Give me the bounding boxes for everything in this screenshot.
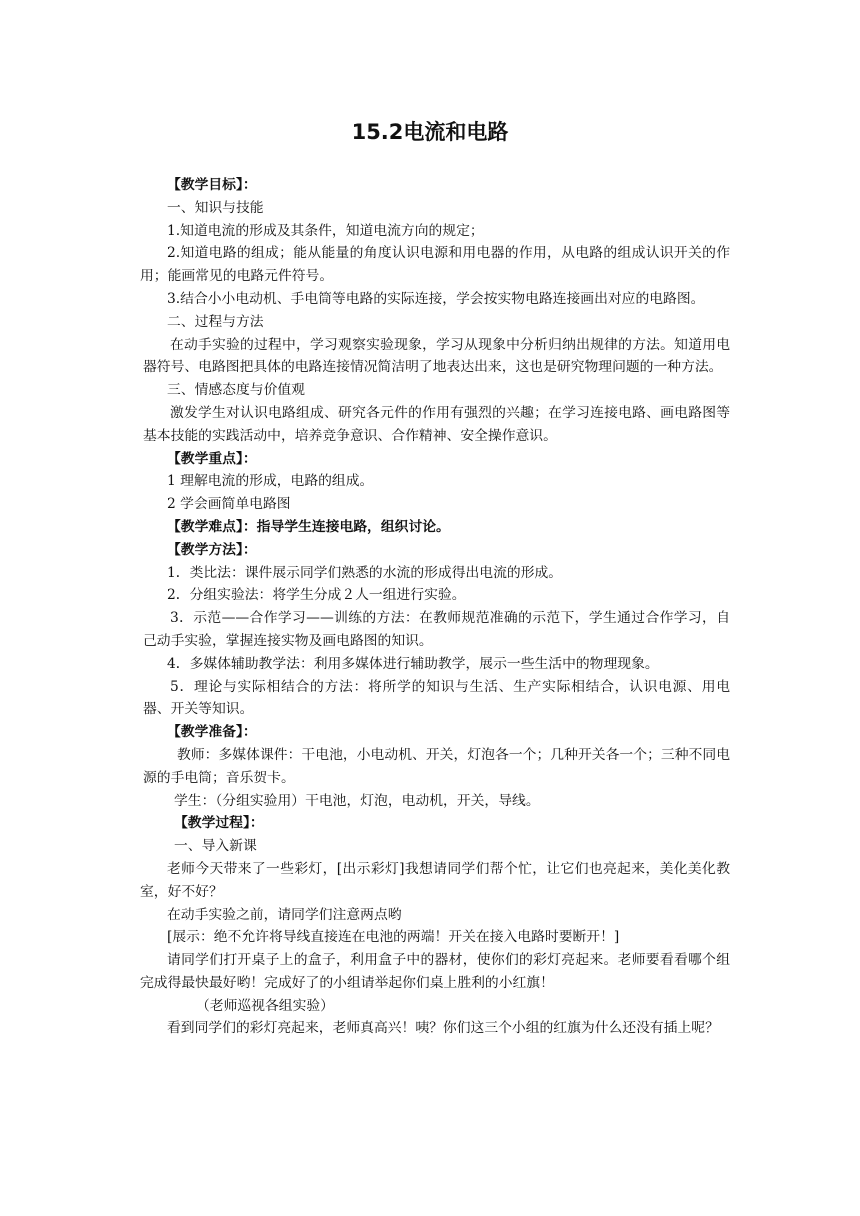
section-heading-process: 【教学过程】：: [174, 815, 264, 832]
page-title: 15.2电流和电路: [351, 120, 509, 144]
section-heading-methods: 【教学方法】：: [167, 541, 257, 558]
section-heading-objectives: 【教学目标】：: [167, 177, 257, 193]
list-item: 5．理论与实际相结合的方法：将所学的知识与生活、生产实际相结合，认识电源、用电器、开关等知识。: [143, 678, 730, 718]
section-heading-preparation: 【教学准备】：: [167, 724, 257, 741]
paragraph: 看到同学们的彩灯亮起来，老师真高兴！咦？你们这三个小组的红旗为什么还没有插上呢？: [167, 1020, 719, 1037]
paragraph: 激发学生对认识电路组成、研究各元件的作用有强烈的兴趣；在学习连接电路、画电路图等基本技能的实践活动中，培养竞争意识、合作精神、安全操作意识。: [143, 404, 730, 444]
paragraph: 2.知道电路的组成；能从能量的角度认识电源和用电器的作用，从电路的组成认识开关的作用；能画常见的电路元件符号。: [140, 245, 730, 285]
subheading-attitudes-values: 三、情感态度与价值观: [167, 382, 305, 399]
paragraph: 3.结合小小电动机、手电筒等电路的实际连接，学会按实物电路连接画出对应的电路图。: [167, 290, 705, 307]
list-item: 2．分组实验法：将学生分成２人一组进行实验。: [167, 587, 466, 604]
paragraph: 学生：（分组实验用）干电池，灯泡，电动机，开关，导线。: [174, 792, 540, 809]
subheading-knowledge-skills: 一、知识与技能: [167, 199, 264, 216]
paragraph: 老师今天带来了一些彩灯，[出示彩灯]我想请同学们帮个忙，让它们也亮起来，美化美化教室，好不好？: [140, 860, 730, 900]
list-item: 4．多媒体辅助教学法：利用多媒体进行辅助教学，展示一些生活中的物理现象。: [167, 655, 659, 672]
paragraph: 在动手实验之前，请同学们注意两点哟: [167, 906, 402, 923]
paragraph: 教师：多媒体课件：干电池，小电动机、开关，灯泡各一个；几种开关各一个；三种不同电源的手电筒；音乐贺卡。: [143, 746, 730, 786]
subheading-introduction: 一、导入新课: [174, 838, 257, 855]
paragraph: 1.知道电流的形成及其条件，知道电流方向的规定；: [167, 222, 484, 239]
paragraph: 请同学们打开桌子上的盒子，利用盒子中的器材，使你们的彩灯亮起来。老师要看看哪个组完成得最快最好哟！完成好了的小组请举起你们桌上胜利的小红旗！: [140, 952, 730, 991]
section-heading-difficulties: 【教学难点】：指导学生连接电路，组织讨论。: [167, 518, 450, 535]
paragraph: [展示：绝不允许将导线直接连在电池的两端！开关在接入电路时要断开！]: [167, 929, 620, 946]
list-item: 2 学会画简单电路图: [167, 496, 291, 513]
section-heading-key-points: 【教学重点】：: [167, 450, 257, 467]
paragraph: （老师巡视各组实验）: [196, 997, 334, 1014]
paragraph: 在动手实验的过程中，学习观察实验现象，学习从现象中分析归纳出规律的方法。知道用电器符号、电路图把具体的电路连接情况简洁明了地表达出来，这也是研究物理问题的一种方法。: [143, 336, 730, 376]
list-item: 1 理解电流的形成，电路的组成。: [167, 473, 374, 490]
list-item: 1．类比法：课件展示同学们熟悉的水流的形成得出电流的形成。: [167, 564, 563, 581]
list-item: 3．示范——合作学习——训练的方法：在教师规范准确的示范下，学生通过合作学习，自己动手实验，掌握连接实物及画电路图的知识。: [143, 610, 730, 649]
subheading-process-methods: 二、过程与方法: [167, 313, 264, 330]
document-body: [140, 174, 730, 1040]
